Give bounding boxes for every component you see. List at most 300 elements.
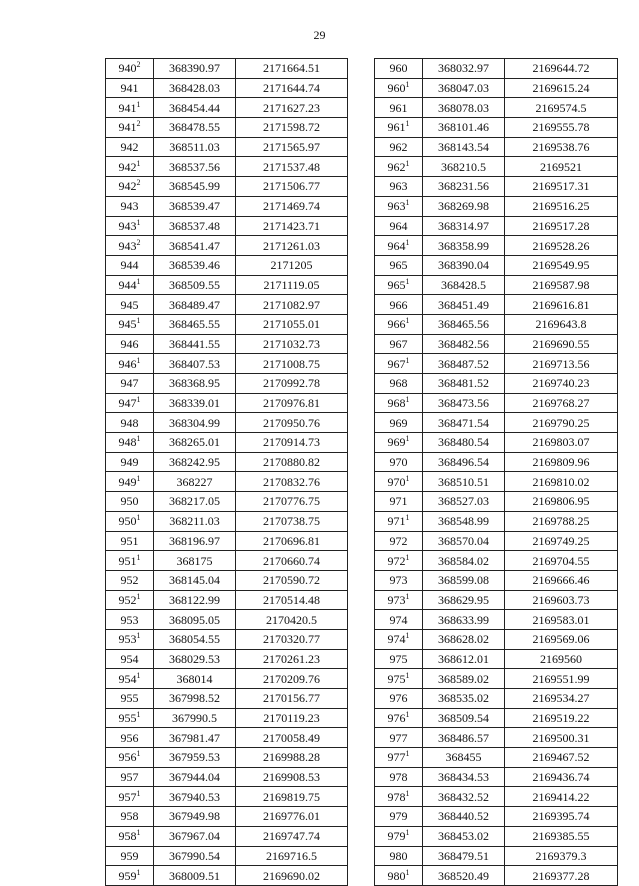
point-superscript: 1 (136, 749, 141, 759)
x-coordinate-cell: 368628.02 (423, 629, 505, 649)
y-coordinate-cell: 2170976.81 (236, 393, 348, 413)
y-coordinate-cell: 2169908.53 (236, 767, 348, 787)
x-coordinate-cell: 368629.95 (423, 590, 505, 610)
table-row (375, 98, 618, 118)
point-number-cell (375, 354, 423, 374)
point-superscript: 1 (136, 395, 141, 405)
point-superscript: 1 (405, 434, 410, 444)
table-row (106, 433, 348, 453)
y-coordinate-cell: 2170119.23 (236, 708, 348, 728)
point-number: 966 (387, 317, 406, 332)
table-row (106, 118, 348, 138)
table-row (106, 98, 348, 118)
point-number-cell (375, 177, 423, 197)
y-coordinate-cell: 2169810.02 (505, 472, 618, 492)
table-row (375, 295, 618, 315)
point-number-cell (106, 374, 154, 394)
table-row (106, 236, 348, 256)
y-coordinate-cell: 2169534.27 (505, 689, 618, 709)
point-number: 961 (387, 120, 406, 135)
x-coordinate-cell: 368465.55 (154, 314, 236, 334)
point-number: 979 (387, 829, 406, 844)
point-number: 956 (118, 750, 137, 765)
point-number: 946 (120, 336, 139, 351)
x-coordinate-cell: 368054.55 (154, 629, 236, 649)
y-coordinate-cell: 2169690.02 (236, 866, 348, 886)
point-number: 949 (118, 474, 137, 489)
x-coordinate-cell: 368479.51 (423, 846, 505, 866)
point-number-cell (375, 649, 423, 669)
y-coordinate-cell: 2170420.5 (236, 610, 348, 630)
point-number: 942 (120, 140, 139, 155)
point-number: 965 (389, 258, 408, 273)
table-row (106, 216, 348, 236)
x-coordinate-cell: 368390.04 (423, 255, 505, 275)
y-coordinate-cell: 2170209.76 (236, 669, 348, 689)
point-number: 960 (387, 81, 406, 96)
y-coordinate-cell: 2171644.74 (236, 78, 348, 98)
point-number: 970 (387, 474, 406, 489)
y-coordinate-cell: 2169516.25 (505, 196, 618, 216)
x-coordinate-cell: 368541.47 (154, 236, 236, 256)
table-row (106, 807, 348, 827)
x-coordinate-cell: 368440.52 (423, 807, 505, 827)
y-coordinate-cell: 2169615.24 (505, 78, 618, 98)
y-coordinate-cell: 2169587.98 (505, 275, 618, 295)
table-row (375, 118, 618, 138)
table-body-right (375, 59, 618, 886)
point-superscript: 1 (136, 276, 141, 286)
x-coordinate-cell: 368269.98 (423, 196, 505, 216)
point-superscript: 1 (136, 99, 141, 109)
y-coordinate-cell: 2169436.74 (505, 767, 618, 787)
x-coordinate-cell: 368009.51 (154, 866, 236, 886)
point-number: 948 (118, 435, 137, 450)
x-coordinate-cell: 368047.03 (423, 78, 505, 98)
point-number: 964 (389, 218, 408, 233)
point-superscript: 1 (405, 513, 410, 523)
point-number: 969 (387, 435, 406, 450)
point-number-cell (106, 826, 154, 846)
y-coordinate-cell: 2171537.48 (236, 157, 348, 177)
point-number-cell (375, 216, 423, 236)
point-number-cell (106, 314, 154, 334)
table-row (375, 374, 618, 394)
x-coordinate-cell: 368014 (154, 669, 236, 689)
point-number-cell (106, 590, 154, 610)
point-superscript: 1 (405, 473, 410, 483)
y-coordinate-cell: 2169395.74 (505, 807, 618, 827)
point-number-cell (106, 78, 154, 98)
point-number-cell (375, 531, 423, 551)
table-row (106, 255, 348, 275)
point-number: 970 (389, 455, 408, 470)
point-number: 951 (120, 533, 139, 548)
x-coordinate-cell: 368441.55 (154, 334, 236, 354)
table-row (106, 669, 348, 689)
table-row (375, 610, 618, 630)
y-coordinate-cell: 2169603.73 (505, 590, 618, 610)
point-superscript: 1 (405, 237, 410, 247)
table-row (106, 78, 348, 98)
point-superscript: 1 (136, 591, 141, 601)
table-row (106, 748, 348, 768)
x-coordinate-cell: 368633.99 (423, 610, 505, 630)
table-row (106, 196, 348, 216)
point-number: 960 (389, 61, 408, 76)
point-number-cell (106, 807, 154, 827)
point-number-cell (375, 78, 423, 98)
point-number-cell (106, 629, 154, 649)
y-coordinate-cell: 2170696.81 (236, 531, 348, 551)
point-superscript: 1 (136, 355, 141, 365)
y-coordinate-cell: 2169776.01 (236, 807, 348, 827)
point-number: 954 (120, 651, 139, 666)
y-coordinate-cell: 2171119.05 (236, 275, 348, 295)
y-coordinate-cell: 2169555.78 (505, 118, 618, 138)
point-superscript: 1 (405, 276, 410, 286)
y-coordinate-cell: 2169500.31 (505, 728, 618, 748)
table-row (106, 866, 348, 886)
table-row (375, 511, 618, 531)
table-row (375, 689, 618, 709)
x-coordinate-cell: 367967.04 (154, 826, 236, 846)
point-number: 978 (387, 789, 406, 804)
point-number: 963 (389, 179, 408, 194)
point-number: 945 (120, 297, 139, 312)
point-number: 959 (118, 868, 137, 883)
table-row (375, 236, 618, 256)
point-number: 975 (389, 651, 408, 666)
table-row (106, 354, 348, 374)
point-number: 976 (387, 711, 406, 726)
x-coordinate-cell: 368535.02 (423, 689, 505, 709)
point-superscript: 2 (136, 60, 141, 70)
point-number: 973 (387, 592, 406, 607)
point-superscript: 2 (136, 178, 141, 188)
y-coordinate-cell: 2170261.23 (236, 649, 348, 669)
point-number: 948 (120, 415, 139, 430)
table-row (375, 748, 618, 768)
point-number-cell (375, 511, 423, 531)
point-superscript: 1 (136, 316, 141, 326)
x-coordinate-cell: 368175 (154, 551, 236, 571)
table-row (375, 452, 618, 472)
point-superscript: 1 (136, 473, 141, 483)
table-row (106, 314, 348, 334)
point-number-cell (375, 629, 423, 649)
x-coordinate-cell: 368032.97 (423, 59, 505, 79)
point-number-cell (106, 295, 154, 315)
x-coordinate-cell: 368548.99 (423, 511, 505, 531)
table-row (375, 275, 618, 295)
point-superscript: 1 (136, 670, 141, 680)
point-number: 942 (118, 159, 137, 174)
point-superscript: 1 (405, 552, 410, 562)
table-row (106, 689, 348, 709)
point-number-cell (106, 767, 154, 787)
point-number-cell (375, 157, 423, 177)
point-superscript: 1 (405, 670, 410, 680)
x-coordinate-cell: 367990.5 (154, 708, 236, 728)
point-number: 949 (120, 455, 139, 470)
table-row (106, 590, 348, 610)
point-superscript: 1 (136, 513, 141, 523)
point-superscript: 1 (136, 867, 141, 877)
y-coordinate-cell: 2169467.52 (505, 748, 618, 768)
x-coordinate-cell: 368473.56 (423, 393, 505, 413)
table-row (106, 157, 348, 177)
y-coordinate-cell: 2169690.55 (505, 334, 618, 354)
point-number-cell (375, 452, 423, 472)
x-coordinate-cell: 368143.54 (423, 137, 505, 157)
table-row (375, 531, 618, 551)
table-row (106, 472, 348, 492)
table-row (375, 413, 618, 433)
point-number: 971 (389, 494, 408, 509)
point-number: 940 (118, 61, 137, 76)
point-number-cell (375, 118, 423, 138)
x-coordinate-cell: 367944.04 (154, 767, 236, 787)
y-coordinate-cell: 2170880.82 (236, 452, 348, 472)
y-coordinate-cell: 2171032.73 (236, 334, 348, 354)
point-number-cell (375, 236, 423, 256)
y-coordinate-cell: 2169713.56 (505, 354, 618, 374)
y-coordinate-cell: 2169521 (505, 157, 618, 177)
table-row (375, 216, 618, 236)
table-row (375, 393, 618, 413)
x-coordinate-cell: 368428.5 (423, 275, 505, 295)
table-row (106, 413, 348, 433)
point-number-cell (106, 334, 154, 354)
point-number-cell (375, 413, 423, 433)
x-coordinate-cell: 368599.08 (423, 570, 505, 590)
y-coordinate-cell: 2169747.74 (236, 826, 348, 846)
point-number-cell (106, 866, 154, 886)
point-superscript: 1 (405, 788, 410, 798)
point-number: 950 (118, 514, 137, 529)
point-number: 967 (389, 336, 408, 351)
x-coordinate-cell: 368432.52 (423, 787, 505, 807)
point-number: 943 (118, 218, 137, 233)
point-number-cell (375, 748, 423, 768)
y-coordinate-cell: 2169666.46 (505, 570, 618, 590)
point-number-cell (106, 59, 154, 79)
point-number: 944 (118, 277, 137, 292)
point-number: 941 (118, 100, 137, 115)
point-superscript: 1 (405, 355, 410, 365)
point-number-cell (375, 295, 423, 315)
y-coordinate-cell: 2169790.25 (505, 413, 618, 433)
point-superscript: 1 (136, 158, 141, 168)
table-row (375, 157, 618, 177)
point-number: 961 (389, 100, 408, 115)
y-coordinate-cell: 2169809.96 (505, 452, 618, 472)
table-row (106, 59, 348, 79)
point-number: 962 (389, 140, 408, 155)
coordinates-table-right (374, 58, 618, 886)
point-number-cell (375, 433, 423, 453)
point-number-cell (375, 807, 423, 827)
x-coordinate-cell: 368227 (154, 472, 236, 492)
table-row (106, 846, 348, 866)
x-coordinate-cell: 368511.03 (154, 137, 236, 157)
y-coordinate-cell: 2171506.77 (236, 177, 348, 197)
table-row (106, 452, 348, 472)
point-number-cell (106, 669, 154, 689)
x-coordinate-cell: 368339.01 (154, 393, 236, 413)
table-row (375, 570, 618, 590)
point-superscript: 1 (136, 434, 141, 444)
point-superscript: 2 (136, 237, 141, 247)
y-coordinate-cell: 2170914.73 (236, 433, 348, 453)
x-coordinate-cell: 368211.03 (154, 511, 236, 531)
table-row (375, 708, 618, 728)
point-number-cell (106, 98, 154, 118)
y-coordinate-cell: 2170738.75 (236, 511, 348, 531)
table-row (106, 767, 348, 787)
y-coordinate-cell: 2169538.76 (505, 137, 618, 157)
point-superscript: 1 (405, 119, 410, 129)
point-number-cell (375, 708, 423, 728)
x-coordinate-cell: 368242.95 (154, 452, 236, 472)
point-number-cell (106, 551, 154, 571)
x-coordinate-cell: 368465.56 (423, 314, 505, 334)
point-number: 946 (118, 356, 137, 371)
y-coordinate-cell: 2169574.5 (505, 98, 618, 118)
point-number-cell (375, 137, 423, 157)
point-number: 952 (118, 592, 137, 607)
table-row (375, 728, 618, 748)
y-coordinate-cell: 2169704.55 (505, 551, 618, 571)
point-number-cell (375, 275, 423, 295)
point-number-cell (106, 236, 154, 256)
point-number-cell (106, 846, 154, 866)
point-number: 977 (389, 730, 408, 745)
table-body-left (106, 59, 348, 886)
table-row (106, 393, 348, 413)
table-row (106, 295, 348, 315)
point-superscript: 1 (405, 395, 410, 405)
x-coordinate-cell: 368210.5 (423, 157, 505, 177)
point-superscript: 2 (136, 119, 141, 129)
x-coordinate-cell: 368428.03 (154, 78, 236, 98)
point-number: 953 (120, 612, 139, 627)
table-row (106, 728, 348, 748)
y-coordinate-cell: 2169517.28 (505, 216, 618, 236)
table-row (106, 787, 348, 807)
coordinates-table-left (105, 58, 348, 886)
y-coordinate-cell: 2169768.27 (505, 393, 618, 413)
y-coordinate-cell: 2169528.26 (505, 236, 618, 256)
point-number: 958 (118, 829, 137, 844)
point-superscript: 1 (405, 158, 410, 168)
point-number-cell (106, 157, 154, 177)
x-coordinate-cell: 367959.53 (154, 748, 236, 768)
y-coordinate-cell: 2170992.78 (236, 374, 348, 394)
x-coordinate-cell: 368304.99 (154, 413, 236, 433)
point-number-cell (375, 689, 423, 709)
point-number-cell (375, 255, 423, 275)
table-row (106, 551, 348, 571)
point-number: 974 (389, 612, 408, 627)
point-number: 964 (387, 238, 406, 253)
x-coordinate-cell: 368539.47 (154, 196, 236, 216)
y-coordinate-cell: 2169583.01 (505, 610, 618, 630)
table-row (106, 826, 348, 846)
point-number-cell (106, 433, 154, 453)
y-coordinate-cell: 2169569.06 (505, 629, 618, 649)
x-coordinate-cell: 368612.01 (423, 649, 505, 669)
point-number: 974 (387, 632, 406, 647)
point-number: 958 (120, 809, 139, 824)
point-number: 972 (389, 533, 408, 548)
point-superscript: 1 (136, 710, 141, 720)
x-coordinate-cell: 368570.04 (423, 531, 505, 551)
y-coordinate-cell: 2169806.95 (505, 492, 618, 512)
x-coordinate-cell: 368217.05 (154, 492, 236, 512)
table-row (106, 531, 348, 551)
point-number-cell (375, 551, 423, 571)
table-row (375, 492, 618, 512)
y-coordinate-cell: 2170156.77 (236, 689, 348, 709)
point-number: 943 (120, 199, 139, 214)
y-coordinate-cell: 2169803.07 (505, 433, 618, 453)
x-coordinate-cell: 368095.05 (154, 610, 236, 630)
table-row (375, 787, 618, 807)
table-row (375, 866, 618, 886)
point-superscript: 1 (136, 552, 141, 562)
point-number: 959 (120, 848, 139, 863)
x-coordinate-cell: 368407.53 (154, 354, 236, 374)
point-number: 963 (387, 199, 406, 214)
table-row (375, 669, 618, 689)
point-number: 968 (387, 396, 406, 411)
x-coordinate-cell: 368481.52 (423, 374, 505, 394)
x-coordinate-cell: 367998.52 (154, 689, 236, 709)
x-coordinate-cell: 368122.99 (154, 590, 236, 610)
table-row (106, 708, 348, 728)
point-number-cell (375, 472, 423, 492)
point-number-cell (375, 846, 423, 866)
point-number: 979 (389, 809, 408, 824)
y-coordinate-cell: 2169551.99 (505, 669, 618, 689)
table-row (106, 334, 348, 354)
point-number-cell (106, 511, 154, 531)
page-number: 29 (313, 28, 326, 42)
point-number-cell (375, 767, 423, 787)
point-number-cell (375, 393, 423, 413)
table-row (106, 275, 348, 295)
point-number: 954 (118, 671, 137, 686)
table-row (375, 314, 618, 334)
y-coordinate-cell: 2171565.97 (236, 137, 348, 157)
y-coordinate-cell: 2170776.75 (236, 492, 348, 512)
x-coordinate-cell: 368455 (423, 748, 505, 768)
point-number-cell (106, 118, 154, 138)
point-number: 953 (118, 632, 137, 647)
x-coordinate-cell: 368453.02 (423, 826, 505, 846)
point-number-cell (106, 610, 154, 630)
point-number-cell (106, 649, 154, 669)
table-row (106, 177, 348, 197)
table-row (106, 511, 348, 531)
point-number-cell (106, 748, 154, 768)
y-coordinate-cell: 2171627.23 (236, 98, 348, 118)
y-coordinate-cell: 2171423.71 (236, 216, 348, 236)
x-coordinate-cell: 368520.49 (423, 866, 505, 886)
table-row (106, 610, 348, 630)
